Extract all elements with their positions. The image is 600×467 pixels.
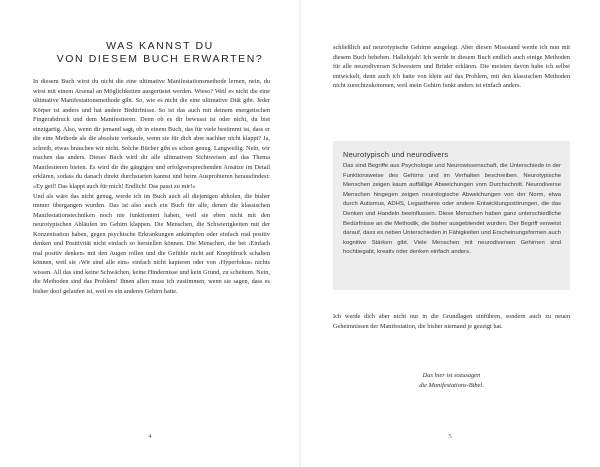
paragraph: Ich werde dich aber nicht nur in die Grundlagen einführen, sondern auch zu neuen Geheimnissen der Manifestation, die bisher niemand je gezeigt hat. bbox=[333, 313, 570, 330]
heading-line-2: VON DIESEM BUCH ERWARTEN? bbox=[56, 53, 264, 65]
paragraph: Und als wäre das nicht genug, werde ich im Buch auch all diejenigen abholen, die bisher immer übergangen wurden. Das ist also auch ein Buch für alle, denen die klassischen Manifestationstechniken noch nie funktioniert haben, weil sie eben nicht mit den neurotypischen Abläufen im Gehirn klappen. Die Menschen, die Schwierigkeiten mit der Konzentration haben, gegen psychische Erkrankungen ankämpfen oder einfach mal positiv denken und Positivität nicht einfach so herstellen können. Die Menschen, die bei ›Einfach mal positiv denken‹ mit den Augen rollen und die Gefühle nicht auf Knopfdruck schalten können, weil sie ›Wir sind alle eins‹ einfach nicht kapieren oder von ›Hyperfokus‹ nichts wissen. All das sind keine Schwächen, keine Hindernisse und kein Grund, zu scheitern. Nein, die Methoden sind das Problem! Ihnen allen muss ich zustimmen, wenn sie sagen, dass es bisher doof gelaufen ist, weil es ein anderes Gehirn hatte. bbox=[33, 192, 270, 296]
italic-remark bbox=[333, 371, 570, 391]
paragraph: In diesem Buch wirst du nicht die eine ultimative Manifestationsmethode lernen, nein, du wirst mit einem Arsenal an Möglichkeiten ausgerüstet werden. Wieso? Weil es nicht die eine ultimative Manifestationsmethode gibt. So, wie es nicht die eine ultimative Diät gibt. Jeder Körper ist anders und hat andere Bedürfnisse. So ist das auch mit deinem energetischen Fingerabdruck und dem Manifestieren. Denn ob es dir bewusst ist oder nicht, du bist einzigartig. Also, wenn dir jemand sagt, ob in einem Buch, das für viele bestimmt ist, dass er die eine Methode als die absolute verkaufe, wenn sie für dich aber nachher nicht klappt? Ja, schreib, etwas brauchen wir nicht. Solche Bücher gibt es schon genug. Langweilig. Nein, wir machen das anders. Dieses Buch wird dir alle ultimativen Sichtweisen auf das Thema Manifestieren bieten. Es wird dir die gängigen und erfolgversprechenden Ansätze im Detail erklären, sodass du danach direkt durchstarten kannst und beim Ausprobieren herausfindest: »Ey geil! Das klappt auch für mich! Endlich! Das passt zu mir!« bbox=[33, 78, 270, 191]
page-number: 5 bbox=[448, 433, 452, 440]
left-body-text bbox=[33, 77, 270, 297]
right-body-text-2 bbox=[333, 312, 570, 331]
remark-line-1: Das hier ist sozusagen bbox=[422, 372, 481, 379]
paragraph: schließlich auf neurotypische Gehirne ausgelegt. Aber diesen Missstand werde ich nun mit diesem Buch beheben. Hallelujah! Ich werde in diesem Buch endlich auch einige Methoden für alle neurodiversen Schwestern und Brüder erklären. Die meisten davon habe ich selbst entwickelt, denn auch ich hatte von klein auf das Problem, mit den klassischen Methoden nicht zurechtzukommen, weil mein Gehirn funkt anders ist einfach anders. bbox=[333, 44, 570, 90]
heading-line-1: WAS KANNST DU bbox=[106, 40, 214, 52]
info-box-text: Das sind Begriffe aus Psychologie und Neurowissenschaft, die Unterschiede in der Funktionsweise des Gehirns und im Verhalten beschreiben. Neurotypische Menschen zeigen kaum auffällige Abweichungen vom Durchschnitt. Neurodiverse Menschen hingegen zeigen neurologische Abweichungen von der Norm, etwa durch Autismus, ADHS, Legasthenie oder andere Entwicklungsstörungen, die das Denken und Handeln beeinflussen. Diese Menschen haben ganz unterschiedliche Bedürfnisse an die Methodik, die bisher ausgeblendet wurden. Der Begriff verweist darauf, dass es neben Unterschieden in Fähigkeiten und Erscheinungsformen auch kognitive Stärken gibt. Viele Menschen mit neurodiversen Gehirnen sind hochbegabt, kreativ oder denken einfach anders. bbox=[343, 163, 561, 256]
remark-line-2: die Manifestations-Bibel. bbox=[419, 381, 484, 389]
right-page bbox=[300, 0, 600, 467]
chapter-heading bbox=[40, 40, 280, 66]
info-box-title: Neurotypisch und neurodivers bbox=[343, 150, 449, 159]
right-body-text bbox=[333, 43, 570, 91]
page-number: 4 bbox=[148, 433, 152, 440]
